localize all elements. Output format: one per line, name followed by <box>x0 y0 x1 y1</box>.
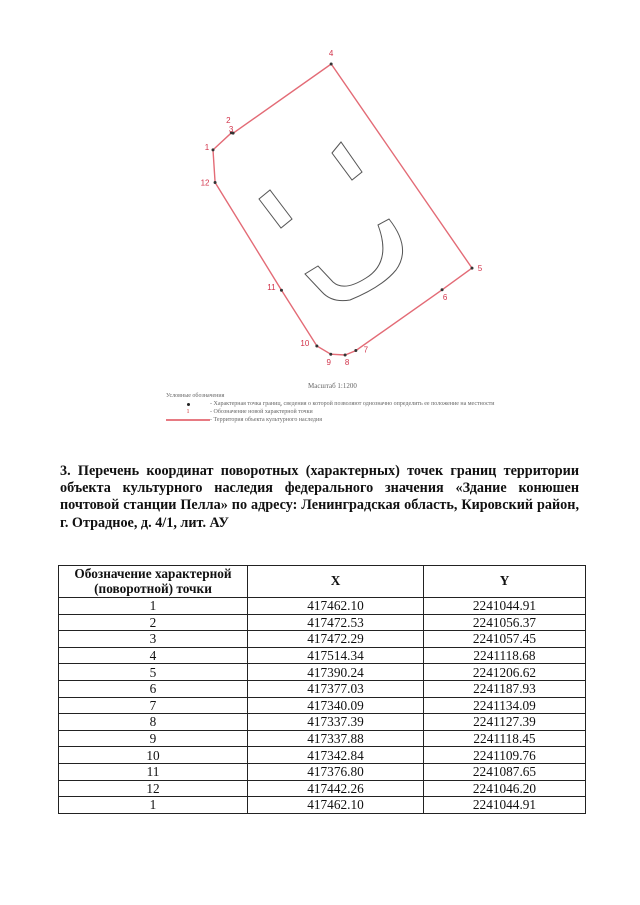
table-row <box>59 780 586 797</box>
cell-point: 6 <box>59 680 248 697</box>
boundary-point-5 <box>471 267 474 270</box>
cell-y: 2241134.09 <box>424 697 586 714</box>
building-outline <box>305 219 403 301</box>
cell-x: 417472.53 <box>248 614 424 631</box>
point-label-7: 7 <box>363 345 369 355</box>
point-label-5: 5 <box>477 264 483 274</box>
boundary-line-icon <box>166 419 210 421</box>
cell-x: 417337.88 <box>248 730 424 747</box>
cell-y: 2241087.65 <box>424 763 586 780</box>
point-label-11: 11 <box>267 283 276 293</box>
boundary-point-1 <box>212 148 215 151</box>
cell-x: 417442.26 <box>248 780 424 797</box>
cell-x: 417390.24 <box>248 664 424 681</box>
point-label-2: 2 <box>226 115 231 125</box>
table-row <box>59 714 586 731</box>
boundary-point-12 <box>214 181 217 184</box>
cell-y: 2241046.20 <box>424 780 586 797</box>
table-row <box>59 631 586 648</box>
table-row <box>59 664 586 681</box>
cell-point: 12 <box>59 780 248 797</box>
point-label-8: 8 <box>344 358 350 367</box>
cell-y: 2241056.37 <box>424 614 586 631</box>
table-row <box>59 614 586 631</box>
legend-title: Условные обозначения <box>166 393 225 399</box>
cell-y: 2241187.93 <box>424 680 586 697</box>
point-label-4: 4 <box>328 49 334 58</box>
table-row <box>59 680 586 697</box>
boundary-point-9 <box>329 353 332 356</box>
cell-point: 11 <box>59 763 248 780</box>
point-label-3: 3 <box>228 125 234 135</box>
table-row <box>59 747 586 764</box>
cell-point: 5 <box>59 664 248 681</box>
table-row <box>59 797 586 814</box>
cell-point: 1 <box>59 797 248 814</box>
cell-y: 2241118.68 <box>424 647 586 664</box>
cell-y: 2241109.76 <box>424 747 586 764</box>
cell-y: 2241057.45 <box>424 631 586 648</box>
cell-y: 2241127.39 <box>424 714 586 731</box>
building-outline <box>259 190 292 228</box>
cell-x: 417337.39 <box>248 714 424 731</box>
legend-item-number: 1 - Обозначение новой характерной точки <box>186 409 313 415</box>
cell-x: 417376.80 <box>248 763 424 780</box>
cell-y: 2241118.45 <box>424 730 586 747</box>
boundary-point-11 <box>280 289 283 292</box>
cell-x: 417472.29 <box>248 631 424 648</box>
table-row <box>59 697 586 714</box>
cell-x: 417462.10 <box>248 598 424 615</box>
column-header-point: Обозначение характерной (поворотной) точки <box>59 566 248 598</box>
cell-point: 4 <box>59 647 248 664</box>
point-marker-icon <box>187 403 190 406</box>
map-scale: Масштаб 1:1200 <box>308 382 357 390</box>
coordinates-table <box>58 565 586 814</box>
cell-x: 417462.10 <box>248 797 424 814</box>
boundary-point-8 <box>344 354 347 357</box>
cell-x: 417342.84 <box>248 747 424 764</box>
table-row <box>59 598 586 615</box>
boundary-point-4 <box>330 63 333 66</box>
point-label-9: 9 <box>326 358 332 368</box>
cell-point: 3 <box>59 631 248 648</box>
cell-point: 1 <box>59 598 248 615</box>
boundary-point-7 <box>354 349 357 352</box>
cell-y: 2241044.91 <box>424 598 586 615</box>
column-header-x: X <box>248 566 424 598</box>
cell-point: 9 <box>59 730 248 747</box>
map-legend <box>166 392 495 424</box>
cell-point: 2 <box>59 614 248 631</box>
column-header-y: Y <box>424 566 586 598</box>
territory-boundary <box>213 64 472 355</box>
legend-item-boundary: - Территория объекта культурного наследия <box>166 416 495 424</box>
table-row <box>59 647 586 664</box>
boundary-point-6 <box>441 288 444 291</box>
cell-x: 417514.34 <box>248 647 424 664</box>
section-heading: 3. Перечень координат поворотных (характерных) точек границ территории объекта культурного наследия федерального значения «Здание конюшен почтовой станции Пелла» по адресу: Ленинградская область, Кировский район, г. Отрадное, д. 4/1, лит. АУ <box>60 463 579 531</box>
cell-point: 7 <box>59 697 248 714</box>
cell-y: 2241206.62 <box>424 664 586 681</box>
cell-x: 417377.03 <box>248 680 424 697</box>
cell-point: 10 <box>59 747 248 764</box>
point-label-6: 6 <box>442 292 448 302</box>
point-label-1: 1 <box>204 142 210 152</box>
boundary-point-10 <box>315 345 318 348</box>
table-row <box>59 730 586 747</box>
table-header-row <box>59 566 586 598</box>
table-row <box>59 763 586 780</box>
point-number-symbol: 1 <box>186 409 190 415</box>
point-label-12: 12 <box>200 178 210 188</box>
cell-point: 8 <box>59 714 248 731</box>
cell-x: 417340.09 <box>248 697 424 714</box>
building-outline <box>332 142 362 180</box>
legend-item-point: - Характерная точка границ, сведения о которой позволяют однозначно определить ее положение на местности <box>166 400 495 408</box>
point-label-10: 10 <box>300 339 310 349</box>
cell-y: 2241044.91 <box>424 797 586 814</box>
